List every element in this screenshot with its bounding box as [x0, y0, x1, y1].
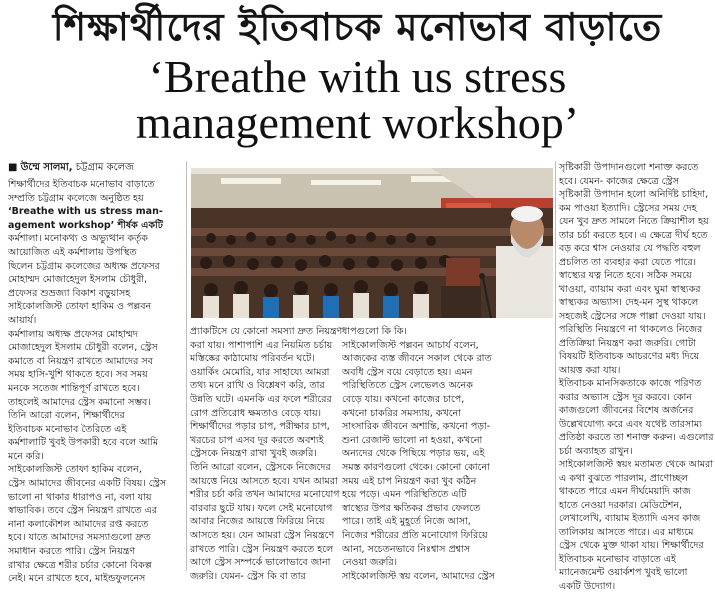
text-line: ধাপগুলো কি কি। [342, 325, 487, 339]
text-line: ম্যানেজমেন্ট ওয়ার্কশপ খুবই ভালো [559, 566, 711, 580]
text-line: আয়োজিত এই কর্মশালায় উপস্থিত [8, 246, 184, 260]
headline-bengali: শিক্ষার্থীদের ইতিবাচক মনোভাব বাড়াতে [0, 2, 715, 52]
text-line: উন্নতি ঘটে। এমনকি এর ফলে শরীরের [190, 393, 336, 407]
text-line: তথ্য মনে রাখি ও বিশ্লেষণ করি, তার [190, 379, 336, 393]
text-line: হাতে নেওয়া দরকার। মেডিটেশন, [559, 499, 711, 513]
text-line: সৃষ্টিকারী উপাদানগুলো শনাক্ত করতে [559, 161, 711, 175]
text-line: আগে স্ট্রেস সম্পর্কে ভালোভাবে জানা [190, 556, 336, 570]
text-line: নেওয়া জরুরি। [342, 556, 487, 570]
text-line: সময় এই চাপ নিয়ন্ত্রণ করা খুব কঠিন [342, 475, 487, 489]
text-line: ছিলেন চট্টগ্রাম কলেজের অধ্যক্ষ প্রফেসর [8, 260, 184, 274]
text-line: কম পাওয়া ইত্যাদি। স্ট্রেসের সময় দেহ [559, 202, 711, 216]
text-line: আবার নিজের আয়ত্তে ফিরিয়ে নিয়ে [190, 515, 336, 529]
text-line: কর্মশালাটি খুবই উপকারী হবে বলে আমি [8, 436, 184, 450]
text-line: উল্লেখযোগ্য করে এবং যথেষ্ট তারসাম্য [559, 418, 711, 432]
text-line: স্বাস্থ্যকর অভ্যাস। দেহ-মন সুস্থ থাকলে [559, 296, 711, 310]
text-line: কর্মশালায় অধ্যক্ষ প্রফেসর মোহাম্মদ [8, 328, 184, 342]
text-line: সৃষ্টিকারী উপাদান হলো অনির্দিষ্ট চাহিদা, [559, 188, 711, 202]
text-line: পরিস্থিতি নিয়ন্ত্রণে না থাকলেও নিজের [559, 323, 711, 337]
article-column-4 [559, 161, 711, 571]
text-line: বিষয়টি ইতিবাচক আচরণের মধ্য দিয়ে [559, 350, 711, 364]
text-line: জরুরি। যেমন- স্ট্রেস কি বা তার [190, 570, 336, 584]
workshop-photo-image [191, 168, 553, 318]
text-line: সাইকোলজিস্ট তোফা হাকিম ও পল্লবন [8, 300, 184, 314]
text-line: নেই। মনে রাখতে হবে, মাইন্ডফুলনেস [8, 572, 184, 586]
text-line: খরচের চাপ এসব দূর করতে অবশ্যই [190, 434, 336, 448]
text-line: সময় হাসি-খুশি থাকতে হবে। সব সময় [8, 368, 184, 382]
text-line: মনকে সতেজ শান্তিপূর্ণ রাখতে হবে। [8, 382, 184, 396]
text-line: তালিকায় আসতে পারে। এর মাধ্যমে [559, 526, 711, 540]
text-line: কমাতে বা নিয়ন্ত্রণ রাখতে আমাদের সব [8, 355, 184, 369]
text-line: ইতিবাচক মানসিকতাকে কাজে পরিণত [559, 377, 711, 391]
text-line: শুনা রেজাল্ট ভালো না হওয়া, কখনো [342, 434, 487, 448]
text-line: সাইকোলজিস্ট স্বয় বলেন, আমাদের স্ট্রেস [342, 570, 487, 584]
text-line: একটি উদ্যোগ। [559, 580, 711, 593]
text-line: তার চর্চা করতে হবে। এ ক্ষেত্রে দীর্ঘ হতে [559, 229, 711, 243]
text-line: সাংসারিক জীবনে অশান্তি, কখনো পড়া- [342, 420, 487, 434]
text-line: আনা, সচেতনভাবে নিঃশ্বাস প্রশ্বাস [342, 543, 487, 557]
text-line: আজকের ব্যস্ত জীবনে সকাল থেকে রাত [342, 352, 487, 366]
text-line: রাখতে পারি। স্ট্রেস নিয়ন্ত্রণ করতে হলে [190, 543, 336, 557]
text-line: বড় করে শ্বাস নেওয়ার যে পদ্ধতি বহুল [559, 242, 711, 256]
text-line: খাওয়া, ব্যায়াম করা এবং ঘুমা স্বাস্থ্যকর [559, 283, 711, 297]
text-line: ইতিবাচক মনোভাব বাড়াতে এই [559, 553, 711, 567]
text-line: লেখালেখি, ব্যায়াম ইত্যাদি এসব কাজ [559, 512, 711, 526]
text-line: পারে। তাই এই মুহূর্তে নিজে আসা, [342, 515, 487, 529]
text-line: agement workshop’ শীর্ষক একটি [8, 219, 184, 233]
text-line: সমস্ত কারণগুলো থেকে। কোনো কোনো [342, 461, 487, 475]
text-line: রোগ প্রতিরোধ ক্ষমতাও বেড়ে যায়। [190, 407, 336, 421]
text-line: আয়াৰ্য। [8, 314, 184, 328]
text-line: তিনি আরো বলেন, শিক্ষার্থীদের [8, 409, 184, 423]
text-line: থাকতে পারে এমন দীর্ঘমেয়াদি কাজ [559, 485, 711, 499]
text-line: বারবার ছুটে যায়। ফলে সেই মনোযোগ [190, 502, 336, 516]
text-line: কর্মশালা। মনোকথ্য ও অভ্যুত্থান কর্তৃক [8, 232, 184, 246]
article-column-1 [8, 178, 184, 570]
text-line: করা যায়। পাশাপাশি এর নিয়মিত চর্চায় [190, 339, 336, 353]
text-line: রাখার ক্ষেত্রে শরীর চর্চার কোনো বিকল্প [8, 559, 184, 573]
workshop-photo [191, 168, 553, 318]
text-line: ‘Breathe with us stress man- [8, 205, 184, 219]
column-divider [186, 161, 187, 571]
text-line: আয়ত্ত করা যায়। [559, 364, 711, 378]
text-line: যেন খুব দ্রুত সামলে নিতে ক্রিয়াশীল হয় [559, 215, 711, 229]
text-line: সমাধান করতে পারি। স্ট্রেস নিয়ন্ত্রণ [8, 545, 184, 559]
article-column-2 [190, 325, 336, 570]
text-line: ভালো না থাকার ধারাপও না, বলা যায় [8, 491, 184, 505]
text-line: হয়ে পড়ে। এমন পরিস্থিতিতে এটি [342, 488, 487, 502]
text-line: মস্তিষ্কের কাঠামোয় পরিবর্তন ঘটে। [190, 352, 336, 366]
text-line: আয়ত্তে নিয়ে আসতে হবে। যখন আমরা [190, 475, 336, 489]
text-line: স্বাভাবিক। তবে স্ট্রেস নিয়ন্ত্রণ রাখতে এর [8, 504, 184, 518]
text-line: তিনি আরো বলেন, স্ট্রেসকে নিজেদের [190, 461, 336, 475]
text-line: প্রফেসর শুভ্রজ্যা বিকাশ বড়ুয়াসহ [8, 287, 184, 301]
text-line: ওয়ার্কিং মেমোরি, যার সাহায্যে আমরা [190, 366, 336, 380]
text-line: সাইকোলজিস্ট তোফা হাকিম বলেন, [8, 463, 184, 477]
text-line: সাইকোলজিস্ট পল্লবন আচার্য বলেন, [342, 339, 487, 353]
text-line: সাইকোলজিস্ট স্বয়ং মতামত থেকে আমরা [559, 458, 711, 472]
text-line: আসতে হয়। যেন আমরা স্ট্রেস নিয়ন্ত্রণে [190, 529, 336, 543]
text-line: পরিস্থিতিতে স্ট্রেস লেভেলও অনেক [342, 379, 487, 393]
byline-name: উম্মে সালমা, [21, 162, 73, 173]
text-line: প্রচলিত তা ব্যবহার করা যেতে পারে। [559, 256, 711, 270]
article-column-3 [342, 325, 487, 570]
text-line: হবে। যেমন- কাজের ক্ষেত্রে স্ট্রেস [559, 175, 711, 189]
text-line: সম্প্রতি চট্টগ্রাম কলেজে অনুষ্ঠিত হয় [8, 192, 184, 206]
text-line: এ কথা বুঝতে পারলাম, প্রাণোচ্ছল [559, 472, 711, 486]
byline-dot-icon: ■ [8, 162, 21, 173]
text-line: মনে করি। [8, 450, 184, 464]
text-line: হবে। যাতে আমাদের সমস্যাগুলো দ্রুত [8, 531, 184, 545]
text-line: কাজগুলো জীবনের বিশেষ অর্জনের [559, 404, 711, 418]
headline-english-line-1: ‘Breathe with us stress [0, 54, 715, 100]
headline-english-line-2: management workshop’ [0, 100, 715, 146]
text-line: শিক্ষার্থীদের পড়ার চাপ, পরীক্ষার চাপ, [190, 420, 336, 434]
text-line: স্ট্রেস থেকে মুক্ত থাকা যায়। শিক্ষার্থীদের [559, 539, 711, 553]
text-line: চর্চা অব্যাহত রাখুন। [559, 445, 711, 459]
text-line: মোজাহেদুল ইসলাম চৌধুরী বলেন, স্ট্রেস [8, 341, 184, 355]
headline-english [0, 54, 715, 146]
text-line: প্রতিষ্ঠা করতে তা শনাক্ত করুন। এগুলোর [559, 431, 711, 445]
byline [8, 161, 208, 175]
text-line: মোহাম্মদ মোজাহেদুল ইসলাম চৌধুরী, [8, 273, 184, 287]
text-line: কখনো চাকরির সমস্যায়, কখনো [342, 407, 487, 421]
byline-place: চট্টগ্রাম কলেজ [73, 162, 134, 173]
text-line: সহজেই স্ট্রেসের সঙ্গে পাল্লা দেওয়া যায়। [559, 310, 711, 324]
text-line: স্ট্রেস আমাদের জীবনের একটি বিষয়। স্ট্রেস [8, 477, 184, 491]
text-line: করার অভ্যাস স্ট্রেস দূর করবে। কোন [559, 391, 711, 405]
text-line: অবধি স্ট্রেস বয়ে বেড়াতে হয়। এমন [342, 366, 487, 380]
text-line: ইতিবাচক মনোভাব তৈরিতে এই [8, 423, 184, 437]
text-line: তাহলেই আমাদের স্ট্রেস কমানো সম্ভব। [8, 396, 184, 410]
text-line: স্ট্রেসকে নিয়ন্ত্রণ রাখা খুবই জরুরি। [190, 447, 336, 461]
text-line: স্বাস্থ্যের যত্ন নিতে হবে। সঠিক সময়ে [559, 269, 711, 283]
text-line: অন্যদের থেকে পিছিয়ে পড়ার ভয়, এই [342, 447, 487, 461]
text-line: শিক্ষার্থীদের ইতিবাচক মনোভাব বাড়াতে [8, 178, 184, 192]
text-line: প্র্যাকটিসে যে কোনো সমস্যা দ্রুত নিয়ন্ত্রণ [190, 325, 336, 339]
text-line: শরীর চর্চা করি তখন আমাদের মনোযোগ [190, 488, 336, 502]
text-line: স্বাস্থ্যের উপর ক্ষতিকর প্রভাব ফেলতে [342, 502, 487, 516]
text-line: প্রতিক্রিয়া নিয়ন্ত্রণ করা জরুরি। গোটা [559, 337, 711, 351]
text-line: নিজের শরীরের প্রতি মনোযোগ ফিরিয়ে [342, 529, 487, 543]
text-line: নানা কলাকৌশল আমাদের রপ্ত করতে [8, 518, 184, 532]
text-line: বেড়ে যায়। কখনো কাজের চাপে, [342, 393, 487, 407]
column-divider [555, 161, 556, 571]
